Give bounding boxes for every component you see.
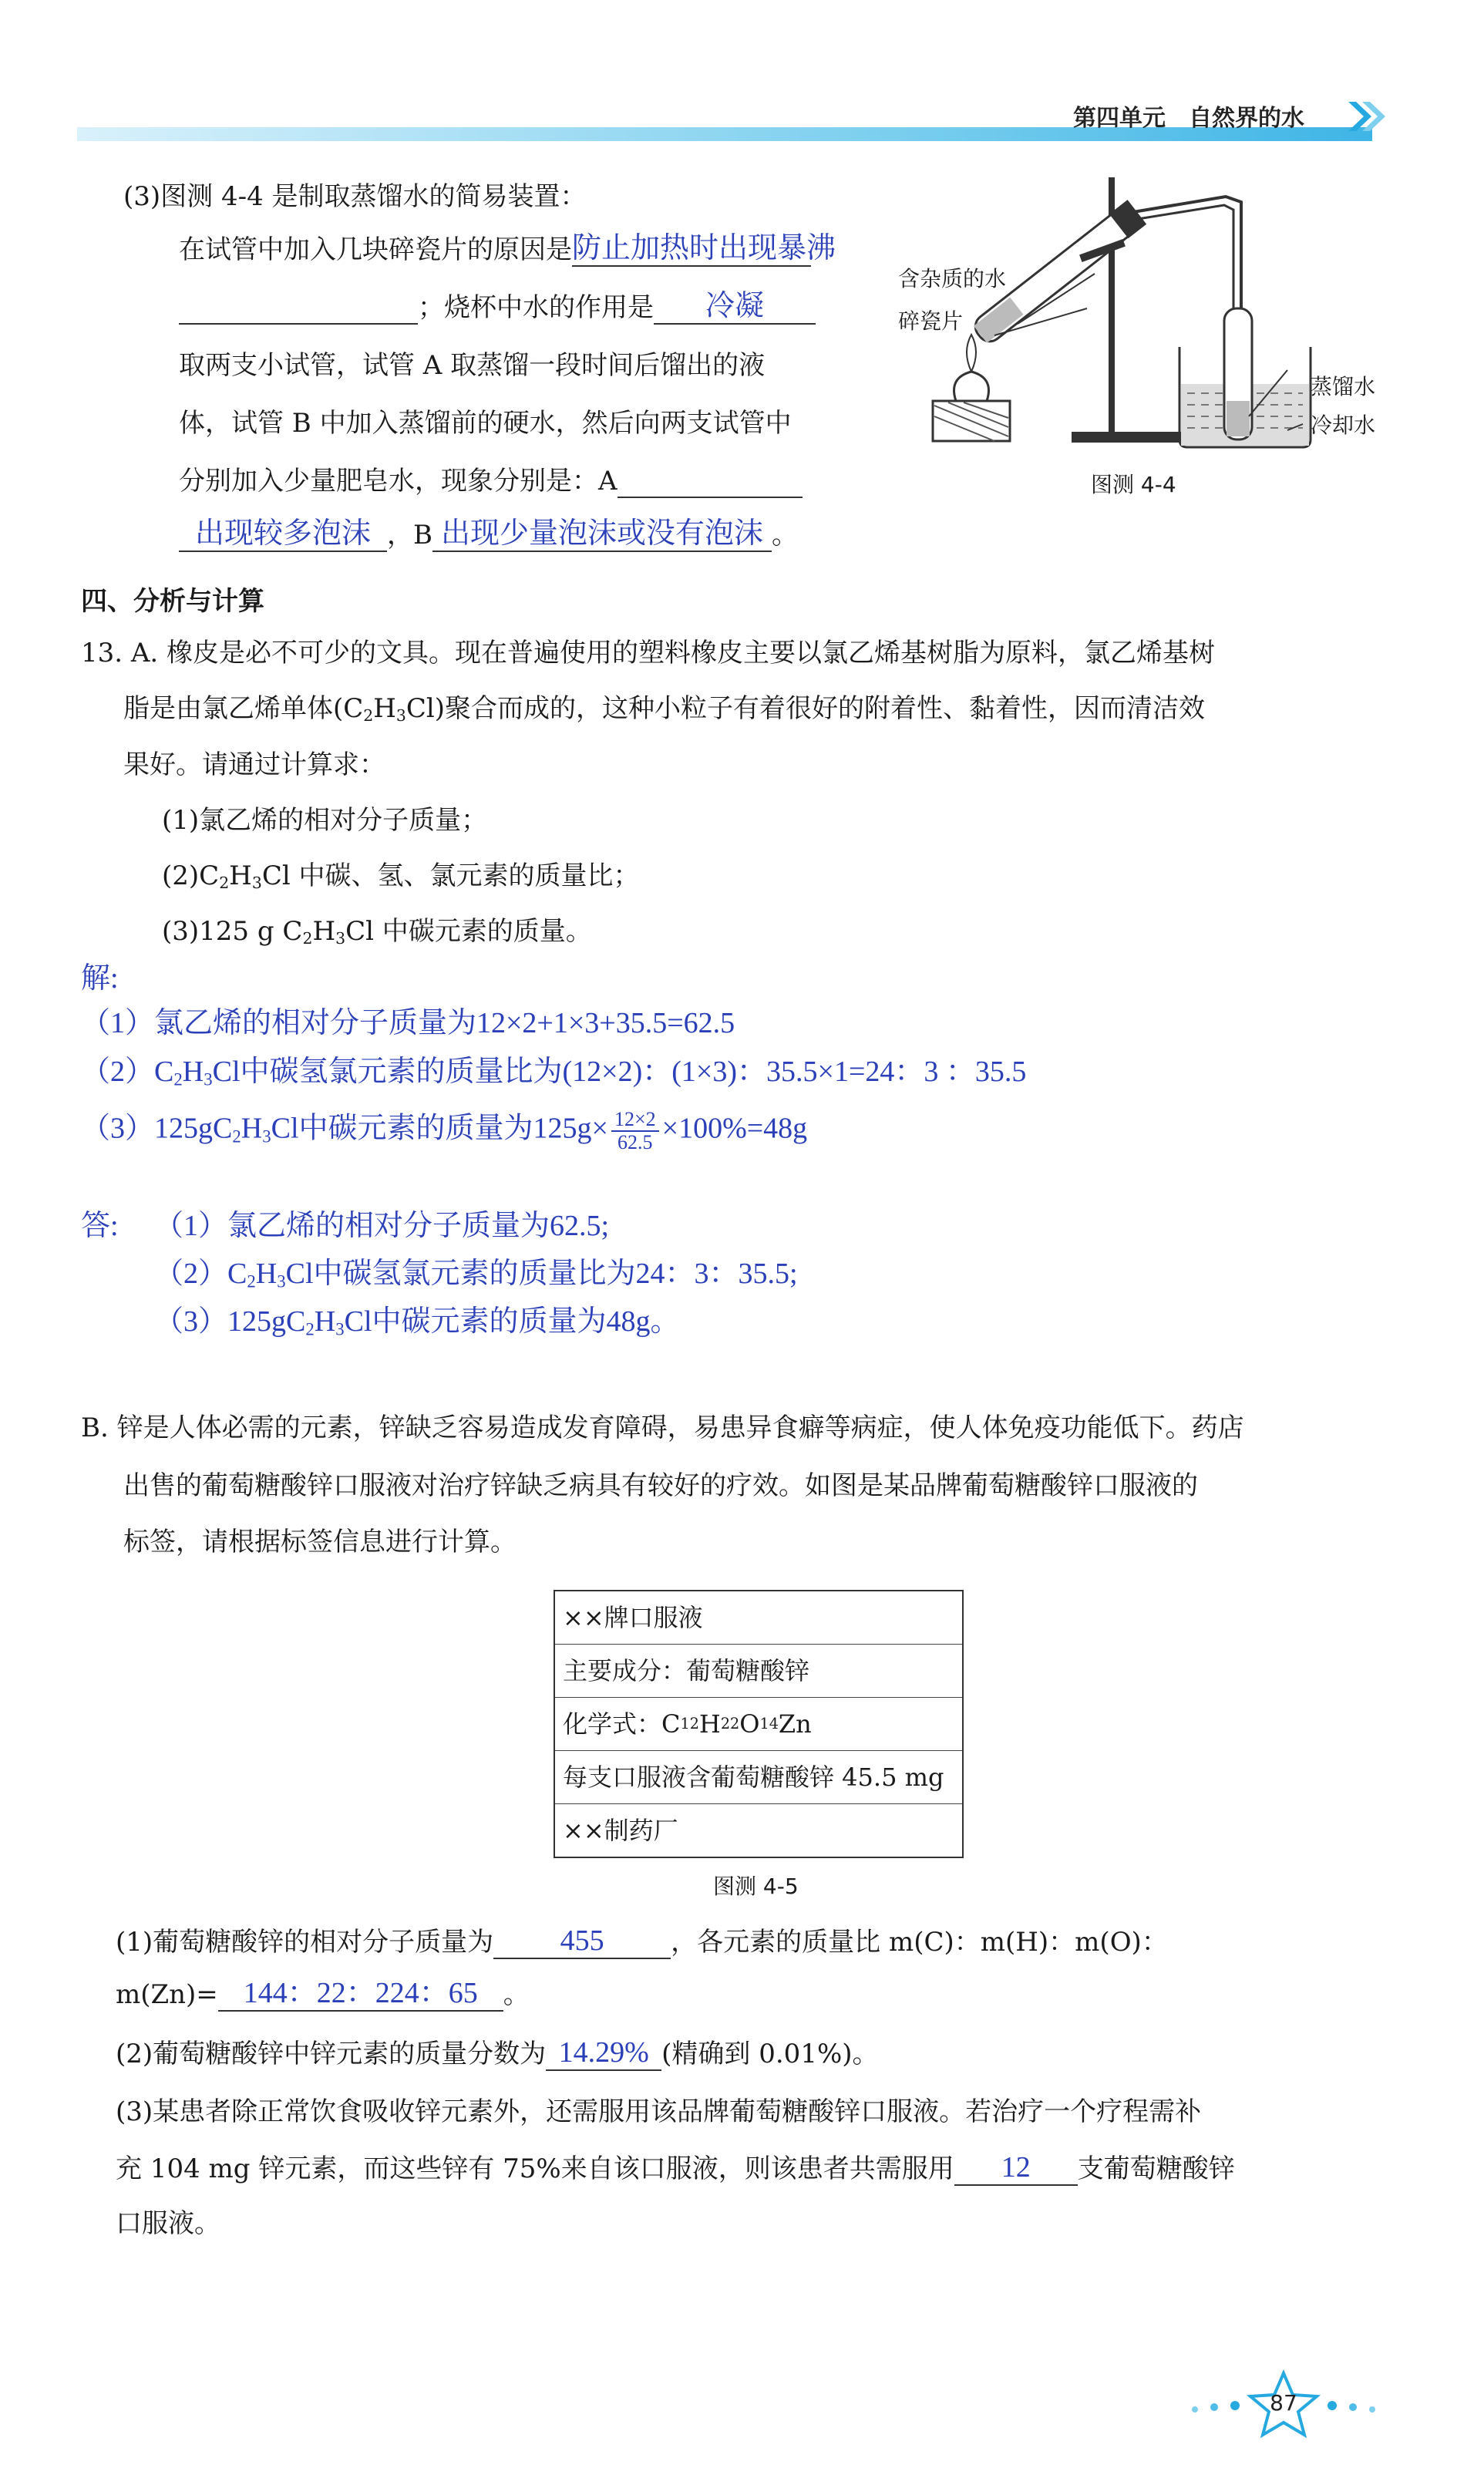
q3-line2 [179,289,816,325]
sub-3: 3 [262,1126,271,1147]
ans3-a: （3）125gC [154,1305,306,1338]
q13b-para2: 出售的葡萄糖酸锌口服液对治疗锌缺乏病具有较好的疗效。如图是某品牌葡萄糖酸锌口服液的 [123,1470,1198,1501]
sub-2: 2 [302,929,313,948]
q3-line2-post: 支葡萄糖酸锌 [1077,2153,1235,2184]
blank-continuation [179,292,418,325]
q13b-q1-line2 [116,1976,530,2012]
q13b-q3-line1: (3)某患者除正常饮食吸收锌元素外，还需服用该品牌葡萄糖酸锌口服液。若治疗一个疗程需补 [116,2096,1202,2127]
ans2-b: Cl中碳氢氯元素的质量比为24：3：35.5; [285,1258,798,1290]
sol3-c: ×100%=48g [661,1112,808,1145]
section-title: 四、分析与计算 [81,586,264,617]
sub-2: 2 [305,1319,315,1339]
q13b-q2 [116,2035,879,2071]
sub2-post: Cl 中碳、氢、氯元素的质量比； [261,860,640,891]
answer-label: 答: [81,1210,119,1242]
blank-A-start [617,466,803,498]
q13a-para2 [123,692,1205,726]
answer-line2 [154,1257,798,1291]
q3-line2-pre: 充 104 mg 锌元素，而这些锌有 75%来自该口服液，则该患者共需服用 [116,2153,954,2184]
para2-pre: 脂是由氯乙烯单体(C [123,693,364,724]
h-letter: H [312,916,336,947]
page-number: 87 [1270,2390,1297,2416]
q3-line4: 体，试管 B 中加入蒸馏前的硬水，然后向两支试管中 [179,408,792,439]
q13b-q1 [116,1924,1168,1959]
sub-3: 3 [335,1319,345,1339]
q1-pre: (1)葡萄糖酸锌的相对分子质量为 [116,1927,494,1958]
zn-letter: Zn [778,1709,812,1739]
h-letter: H [314,1305,336,1338]
sub3-post: Cl 中碳元素的质量。 [345,916,592,947]
q3-line6 [179,517,798,552]
sub-2: 2 [363,706,374,726]
q3-line1-text: 在试管中加入几块碎瓷片的原因是 [179,234,572,265]
fraction [611,1109,659,1153]
answer-chips[interactable]: 防止加热时出现暴沸 [572,231,811,267]
sol3-b: Cl中碳元素的质量为125g× [271,1112,608,1145]
sub-2: 2 [247,1271,256,1291]
q2-pre: (2)葡萄糖酸锌中锌元素的质量分数为 [116,2039,547,2069]
ans3-b: Cl中碳元素的质量为48g。 [344,1305,680,1338]
h-letter: H [229,860,252,891]
q3-line1 [179,231,836,267]
sub-3: 3 [204,1069,213,1089]
answer-B[interactable]: 出现少量泡沫或没有泡沫 [432,517,772,552]
formula-pre: 化学式：C [563,1709,681,1739]
q1-line2-pre: m(Zn)= [116,1979,218,2010]
fraction-denominator: 62.5 [617,1131,653,1153]
label-distilled-water: 蒸馏水 [1311,374,1376,399]
label-row-brand: ××牌口服液 [555,1591,962,1645]
solution-line3 [81,1109,807,1153]
q3-line3: 取两支小试管，试管 A 取蒸馏一段时间后馏出的液 [179,350,766,381]
figure-4-4-caption: 图测 4-4 [1091,472,1176,497]
q13b-q3-line2 [116,2150,1235,2186]
ans2-a: （2）C [154,1258,247,1290]
q13b-para1: B. 锌是人体必需的元素，锌缺乏容易造成发育障碍，易患异食癖等病症，使人体免疫功能低下。药店 [81,1413,1244,1443]
label-impure-water: 含杂质的水 [898,266,1007,291]
label-row-content: 每支口服液含葡萄糖酸锌 45.5 mg [555,1751,962,1804]
q13a-sub1: (1)氯乙烯的相对分子质量； [162,805,488,836]
label-row-formula: 化学式：C 12 H 22 O 14 Zn [555,1698,962,1751]
h-letter: H [698,1709,721,1739]
end-punct: 。 [772,520,798,551]
figure-4-5-caption: 图测 4-5 [713,1874,799,1899]
q13a-sub3 [162,914,592,948]
label-porcelain-chips: 碎瓷片 [898,308,964,334]
h-letter: H [182,1056,204,1088]
sub-3: 3 [277,1271,286,1291]
sub-2: 2 [232,1126,241,1147]
q3-line5-text: 分别加入少量肥皂水，现象分别是：A [179,466,617,497]
fraction-numerator: 12×2 [611,1109,659,1132]
answer-beaker[interactable]: 冷凝 [654,289,816,325]
unit-title: 第四单元 自然界的水 [1073,105,1304,132]
label-cooling-water: 冷却水 [1311,412,1376,438]
sol3-a: （3）125gC [81,1112,233,1145]
h-letter: H [241,1112,263,1145]
answer-line1: （1）氯乙烯的相对分子质量为62.5; [154,1210,610,1242]
sub-3: 3 [395,706,406,726]
h-letter: H [373,693,396,724]
q13a-para1: 13. A. 橡皮是必不可少的文具。现在普遍使用的塑料橡皮主要以氯乙烯基树脂为原料，氯乙烯基树 [81,638,1216,668]
answer-line3 [154,1305,680,1338]
answer-bottle-count[interactable]: 12 [954,2150,1078,2186]
q3-line5 [179,464,803,498]
answer-mass-ratio[interactable]: 144：22：224：65 [218,1976,503,2012]
sub-2: 2 [173,1069,183,1089]
o-letter: O [739,1709,760,1739]
mid-B: ，B [387,520,432,551]
q13a-para3: 果好。请通过计算求： [123,749,385,780]
solution-line1: （1）氯乙烯的相对分子质量为12×2+1×3+35.5=62.5 [81,1007,735,1039]
para2-post: Cl)聚合而成的，这种小粒子有着很好的附着性、黏着性，因而清洁效 [405,693,1206,724]
h-letter: H [255,1258,278,1290]
sub-3: 3 [335,929,346,948]
answer-A[interactable]: 出现较多泡沫 [179,517,387,552]
label-row-maker: ××制药厂 [563,1816,678,1845]
solution-label: 解: [81,962,119,995]
sub2-pre: (2)C [162,860,220,891]
q3-line2-text: ；烧杯中水的作用是 [418,292,654,323]
q3-intro: (3)图测 4-4 是制取蒸馏水的简易装置： [123,181,587,212]
solution-line2 [81,1055,1026,1089]
sol2-a: （2）C [81,1056,174,1088]
q2-post: (精确到 0.01%)。 [661,2039,879,2069]
sub-2: 2 [219,874,230,893]
q13a-sub2 [162,859,640,893]
sub3-pre: (3)125 g C [162,916,303,947]
answer-zinc-fraction[interactable]: 14.29% [546,2035,661,2071]
sol2-b: Cl中碳氢氯元素的质量比为(12×2)：(1×3)：35.5×1=24：3 ：35.5 [212,1056,1027,1088]
header-arrow-icon [1345,99,1391,134]
label-row-ingredient: 主要成分：葡萄糖酸锌 [555,1645,962,1698]
q1-end: 。 [503,1979,530,2010]
answer-molar-mass[interactable]: 455 [493,1924,671,1959]
q13b-para3: 标签，请根据标签信息进行计算。 [123,1527,517,1557]
product-label-box [554,1590,964,1858]
q1-post: ，各元素的质量比 m(C)：m(H)：m(O)： [671,1927,1168,1958]
sub-3: 3 [251,874,262,893]
q13b-q3-line3: 口服液。 [116,2208,220,2239]
